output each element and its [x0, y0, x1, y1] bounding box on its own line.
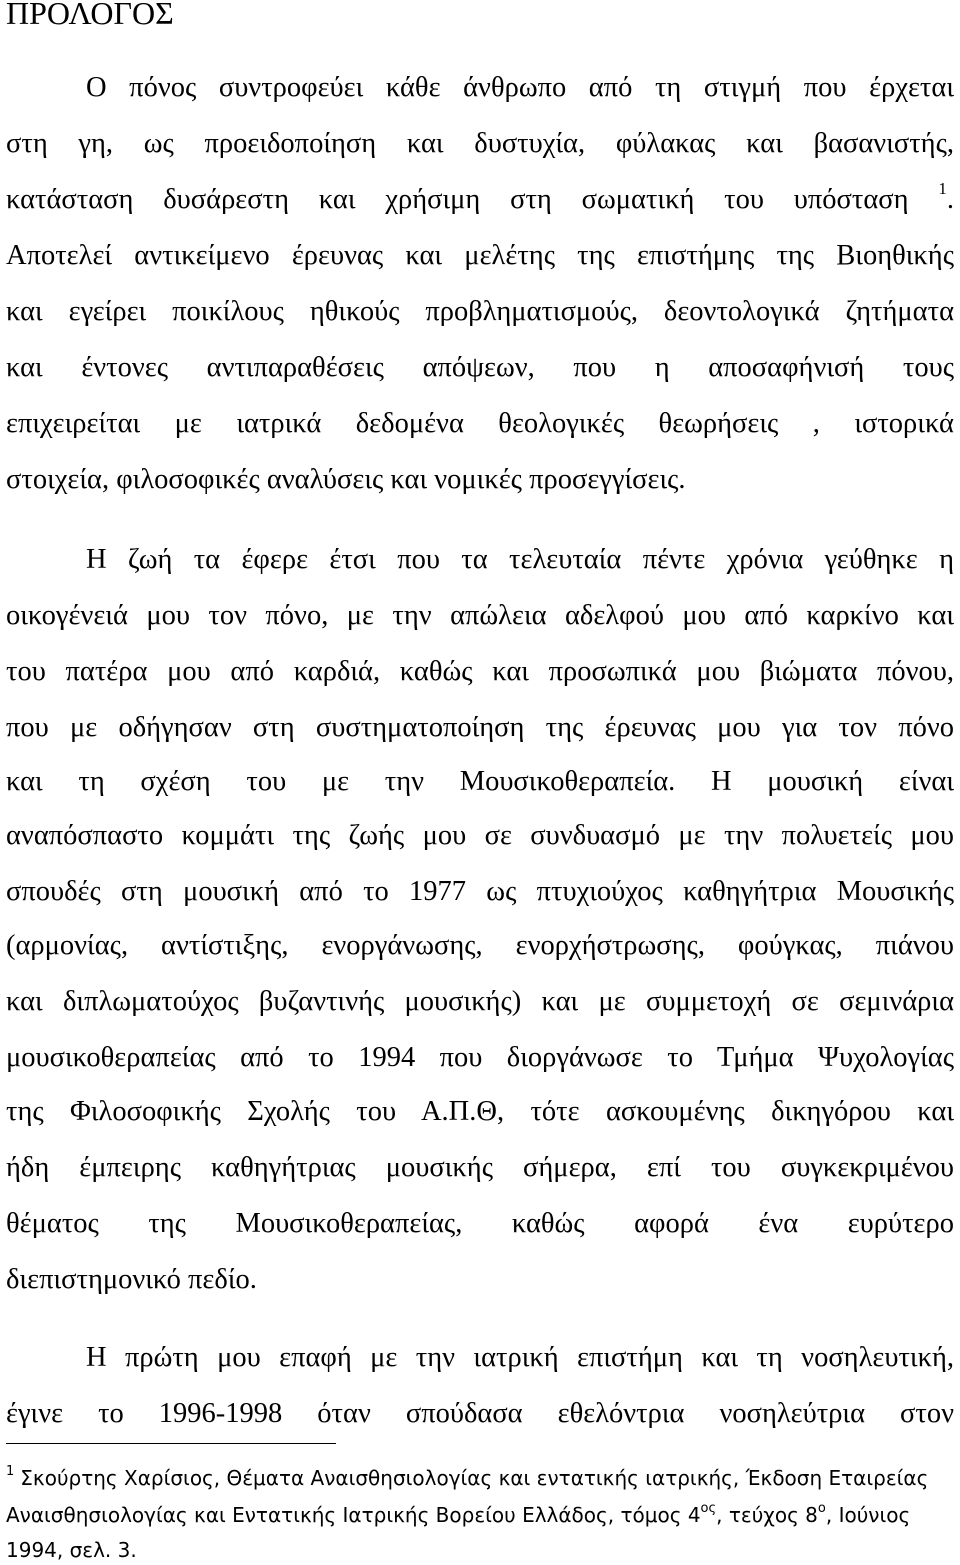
- text-line: και τη σχέση του με την Μουσικοθεραπεία. Η μουσική είναι: [6, 766, 954, 797]
- footnote-line: 1994, σελ. 3.: [6, 1538, 137, 1562]
- text-line: σπουδές στη μουσική από το 1977 ως πτυχιούχος καθηγήτρια Μουσικής: [6, 876, 954, 907]
- footnote-line: [6, 1500, 936, 1530]
- text-line: και διπλωματούχος βυζαντινής μουσικής) και με συμμετοχή σε σεμινάρια: [6, 986, 954, 1017]
- text-line: αναπόσπαστο κομμάτι της ζωής μου σε συνδυασμό με την πολυετείς μου: [6, 820, 954, 851]
- footnote-text: Σκούρτης Χαρίσιος, Θέματα Αναισθησιολογίας και εντατικής ιατρικής, Έκδοση Εταιρείας: [20, 1466, 929, 1490]
- text-line: στη γη, ως προειδοποίηση και δυστυχία, φύλακας και βασανιστής,: [6, 128, 954, 159]
- text-line: που με οδήγησαν στη συστηματοποίηση της έρευνας μου για τον πόνο: [6, 712, 954, 743]
- text-line: της Φιλοσοφικής Σχολής του Α.Π.Θ, τότε ασκουμένης δικηγόρου και: [6, 1096, 954, 1127]
- text-line: διεπιστημονικό πεδίο.: [6, 1264, 257, 1295]
- footnote-text: , Ιούνιος: [825, 1503, 911, 1527]
- footnote-line: [6, 1463, 936, 1493]
- text-line: έγινε το 1996-1998 όταν σπούδασα εθελόντρια νοσηλεύτρια στον: [6, 1398, 954, 1429]
- superscript: ο: [817, 1501, 826, 1516]
- text-line: μουσικοθεραπείας από το 1994 που διοργάνωσε το Τμήμα Ψυχολογίας: [6, 1042, 954, 1073]
- text-line: Η ζωή τα έφερε έτσι που τα τελευταία πέντε χρόνια γεύθηκε η: [86, 544, 954, 575]
- footnote-divider: [6, 1443, 336, 1444]
- footnote-marker: 1: [938, 179, 947, 198]
- text-line: του πατέρα μου από καρδιά, καθώς και προσωπικά μου βιώματα πόνου,: [6, 656, 954, 687]
- page-title: ΠΡΟΛΟΓΟΣ: [6, 0, 174, 31]
- text-line: επιχειρείται με ιατρικά δεδομένα θεολογικές θεωρήσεις , ιστορικά: [6, 408, 954, 439]
- text-line: Η πρώτη μου επαφή με την ιατρική επιστήμη και τη νοσηλευτική,: [86, 1342, 954, 1373]
- footnote-text: Αναισθησιολογίας και Εντατικής Ιατρικής Βορείου Ελλάδος, τόμος 4: [6, 1503, 701, 1527]
- superscript: ος: [700, 1501, 717, 1516]
- footnote-number: 1: [6, 1464, 15, 1479]
- text-line: (αρμονίας, αντίστιξης, ενοργάνωσης, ενορχήστρωσης, φούγκας, πιάνου: [6, 930, 954, 961]
- text-line: Ο πόνος συντροφεύει κάθε άνθρωπο από τη στιγμή που έρχεται: [86, 72, 954, 103]
- text-line: κατάσταση δυσάρεστη και χρήσιμη στη σωματική του υπόσταση $^1$.: [6, 179, 954, 215]
- text-line: και εγείρει ποικίλους ηθικούς προβληματισμούς, δεοντολογικά ζητήματα: [6, 296, 954, 327]
- text-line: οικογένειά μου τον πόνο, με την απώλεια αδελφού μου από καρκίνο και: [6, 600, 954, 631]
- footnote-text: , τεύχος 8: [716, 1503, 818, 1527]
- text-line: θέματος της Μουσικοθεραπείας, καθώς αφορά ένα ευρύτερο: [6, 1208, 954, 1239]
- text-line: Αποτελεί αντικείμενο έρευνας και μελέτης της επιστήμης της Βιοηθικής: [6, 240, 954, 271]
- text-line: στοιχεία, φιλοσοφικές αναλύσεις και νομικές προσεγγίσεις.: [6, 464, 686, 495]
- text-line-content: κατάσταση δυσάρεστη και χρήσιμη στη σωματική του υπόσταση: [6, 184, 909, 215]
- text-line: και έντονες αντιπαραθέσεις απόψεων, που η αποσαφήνισή τους: [6, 352, 954, 383]
- text-line: ήδη έμπειρης καθηγήτριας μουσικής σήμερα, επί του συγκεκριμένου: [6, 1152, 954, 1183]
